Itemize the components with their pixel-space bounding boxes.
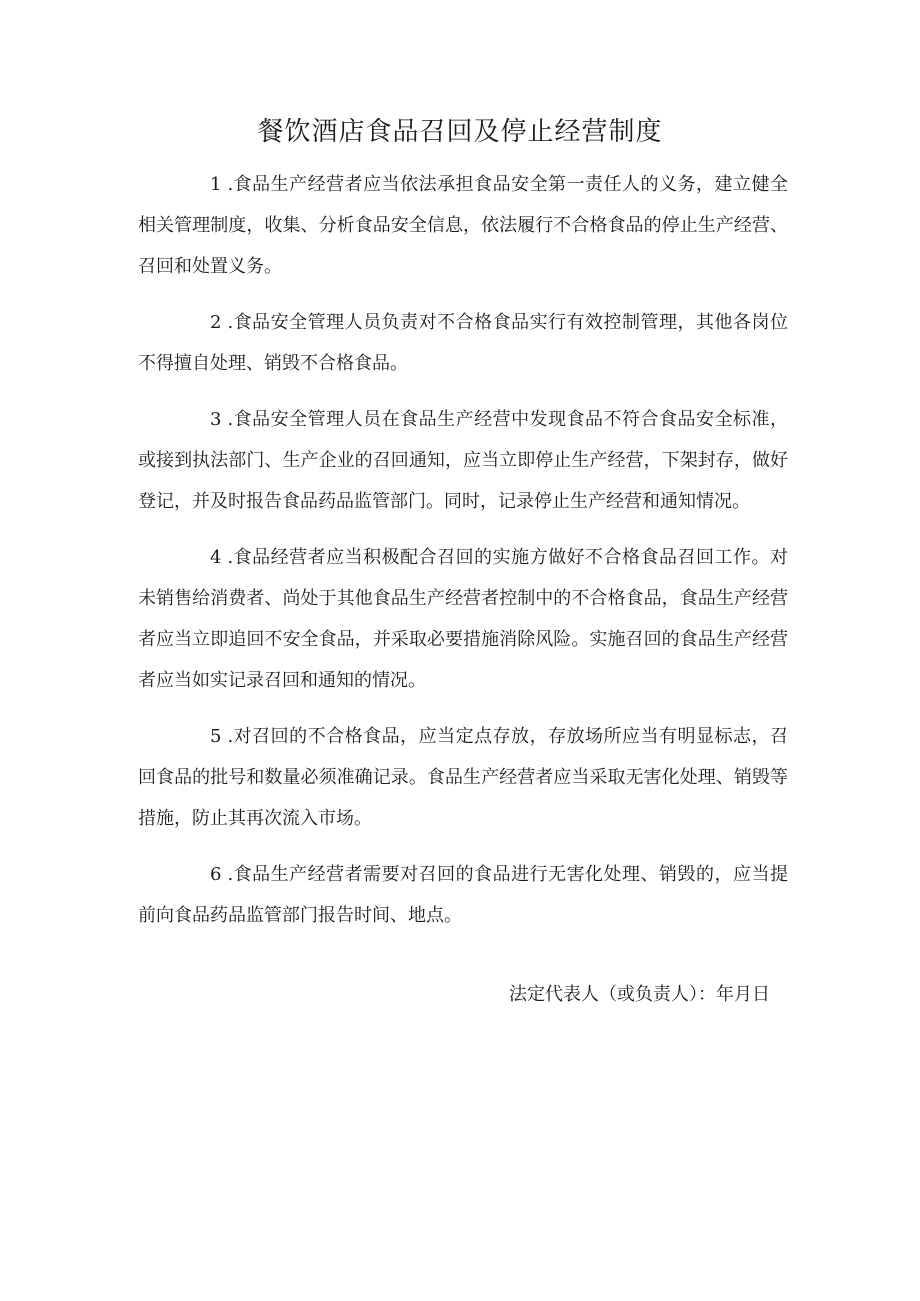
clause-paragraph-6: [138, 854, 788, 936]
clause-number: 6: [210, 864, 222, 885]
document-body: [138, 164, 788, 951]
clause-number: 2: [210, 312, 222, 333]
clause-text: .食品生产经营者需要对召回的食品进行无害化处理、销毁的，应当提前向食品药品监管部门报告时间、地点。: [138, 864, 788, 926]
clause-paragraph-3: [138, 399, 788, 522]
clause-number: 1: [210, 174, 222, 195]
clause-text: .对召回的不合格食品，应当定点存放，存放场所应当有明显标志，召回食品的批号和数量必须准确记录。食品生产经营者应当采取无害化处理、销毁等措施，防止其再次流入市场。: [138, 726, 788, 829]
clause-paragraph-1: [138, 164, 788, 287]
clause-text: .食品经营者应当积极配合召回的实施方做好不合格食品召回工作。对未销售给消费者、尚处于其他食品生产经营者控制中的不合格食品，食品生产经营者应当立即追回不安全食品，并采取必要措施消除风险。实施召回的食品生产经营者应当如实记录召回和通知的情况。: [138, 547, 788, 691]
clause-text: .食品生产经营者应当依法承担食品安全第一责任人的义务，建立健全相关管理制度，收集、分析食品安全信息，依法履行不合格食品的停止生产经营、召回和处置义务。: [138, 174, 788, 277]
clause-paragraph-4: [138, 537, 788, 701]
clause-number: 5: [210, 726, 222, 747]
clause-number: 3: [210, 409, 222, 430]
clause-text: .食品安全管理人员负责对不合格食品实行有效控制管理，其他各岗位不得擅自处理、销毁不合格食品。: [138, 312, 788, 374]
clause-number: 4: [210, 547, 222, 568]
clause-text: .食品安全管理人员在食品生产经营中发现食品不符合食品安全标准，或接到执法部门、生产企业的召回通知，应当立即停止生产经营，下架封存，做好登记，并及时报告食品药品监管部门。同时，记录停止生产经营和通知情况。: [138, 409, 788, 512]
signature-line: 法定代表人（或负责人）：年月日: [509, 984, 770, 1005]
clause-paragraph-5: [138, 716, 788, 839]
document-title: 餐饮酒店食品召回及停止经营制度: [257, 117, 663, 147]
clause-paragraph-2: [138, 302, 788, 384]
